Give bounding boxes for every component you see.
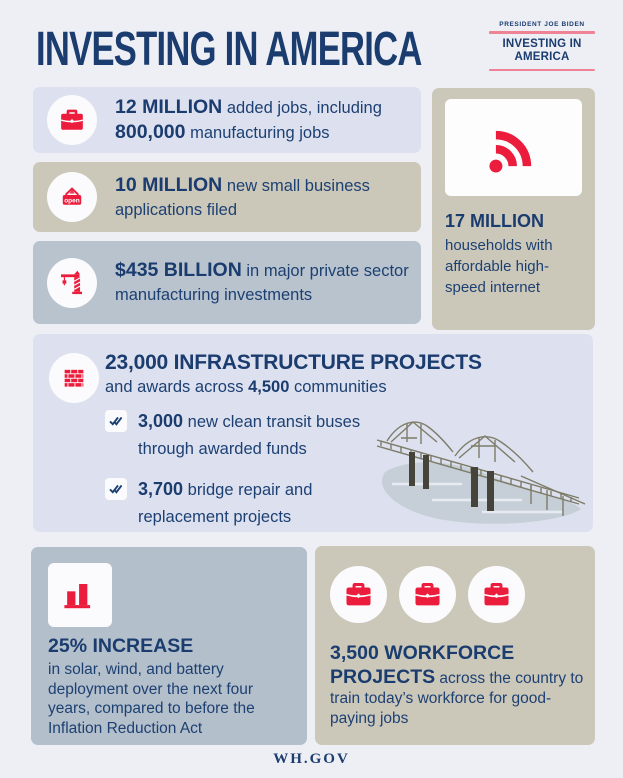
card-jobs (33, 87, 421, 153)
workforce-heading: 3,500 WORKFORCE PROJECTS (330, 642, 515, 688)
card-manufacturing-investments (33, 241, 421, 324)
bar-chart-icon (48, 563, 112, 627)
infra-sub-text-2: communities (293, 378, 387, 396)
card-clean-energy (31, 547, 307, 745)
small-business-stat-text (115, 173, 417, 222)
bullet-transit-buses (105, 408, 388, 463)
card-workforce (315, 546, 595, 745)
jobs-number-2: 800,000 (115, 121, 186, 143)
open-sign-icon (47, 172, 97, 222)
badge-eyebrow: PRESIDENT JOE BIDEN (499, 21, 585, 28)
infrastructure-heading (105, 351, 583, 397)
jobs-text-2: manufacturing jobs (190, 124, 330, 142)
crane-icon (47, 258, 97, 308)
briefcase-icon (468, 566, 525, 623)
workforce-body: across the country to train today’s workforce for good-paying jobs (330, 670, 584, 727)
bullet-transit-number: 3,000 (138, 411, 184, 431)
briefcase-icon (47, 95, 97, 145)
infra-sub-text-1: and awards across (105, 378, 244, 396)
internet-number: 17 MILLION (445, 211, 545, 231)
briefcase-icon (399, 566, 456, 623)
whgov-wordmark: WH.GOV (273, 751, 350, 767)
workforce-text (330, 641, 584, 729)
small-business-text: new small business applications filed (115, 176, 370, 219)
bullet-bridge-number: 3,700 (138, 479, 184, 499)
badge-bottom-rule (489, 69, 595, 72)
manufacturing-text: in major private sector manufacturing investments (115, 262, 409, 304)
page-title: INVESTING IN AMERICA (36, 23, 422, 76)
badge-label: INVESTING IN AMERICA (502, 37, 582, 63)
manufacturing-stat-text (115, 258, 417, 307)
card-internet (432, 88, 595, 330)
infrastructure-subtitle (105, 378, 583, 397)
infrastructure-title: 23,000 INFRASTRUCTURE PROJECTS (105, 351, 482, 374)
bullet-bridge-repair (105, 476, 388, 531)
double-check-icon (105, 478, 127, 500)
bullet-transit-text (138, 408, 388, 463)
double-check-icon (105, 410, 127, 432)
bridge-illustration (371, 412, 591, 532)
bullet-bridge-label: bridge repair and replacement projects (138, 481, 313, 526)
manufacturing-number: $435 BILLION (115, 259, 242, 281)
jobs-text-1: added jobs, including (226, 99, 382, 117)
small-business-number: 10 MILLION (115, 173, 223, 196)
energy-text: in solar, wind, and battery deployment over the next four years, compared to before the Inflation Reduction Act (48, 661, 255, 737)
card-infrastructure (33, 334, 593, 532)
energy-heading: 25% INCREASE (48, 635, 194, 657)
badge-top-rule (489, 31, 595, 34)
infra-sub-number: 4,500 (248, 378, 290, 396)
bullet-bridge-text (138, 476, 388, 531)
open-sign-text: open (64, 197, 80, 205)
bullet-transit-label: new clean transit buses through awarded funds (138, 413, 361, 458)
briefcase-icon (330, 566, 387, 623)
wifi-icon (445, 99, 582, 196)
jobs-number: 12 MILLION (115, 96, 223, 118)
card-small-business (33, 162, 421, 232)
bricks-icon (49, 353, 99, 403)
jobs-stat-text (115, 95, 417, 145)
investing-in-america-badge (489, 21, 595, 74)
internet-text: households with affordable high-speed internet (445, 237, 553, 296)
